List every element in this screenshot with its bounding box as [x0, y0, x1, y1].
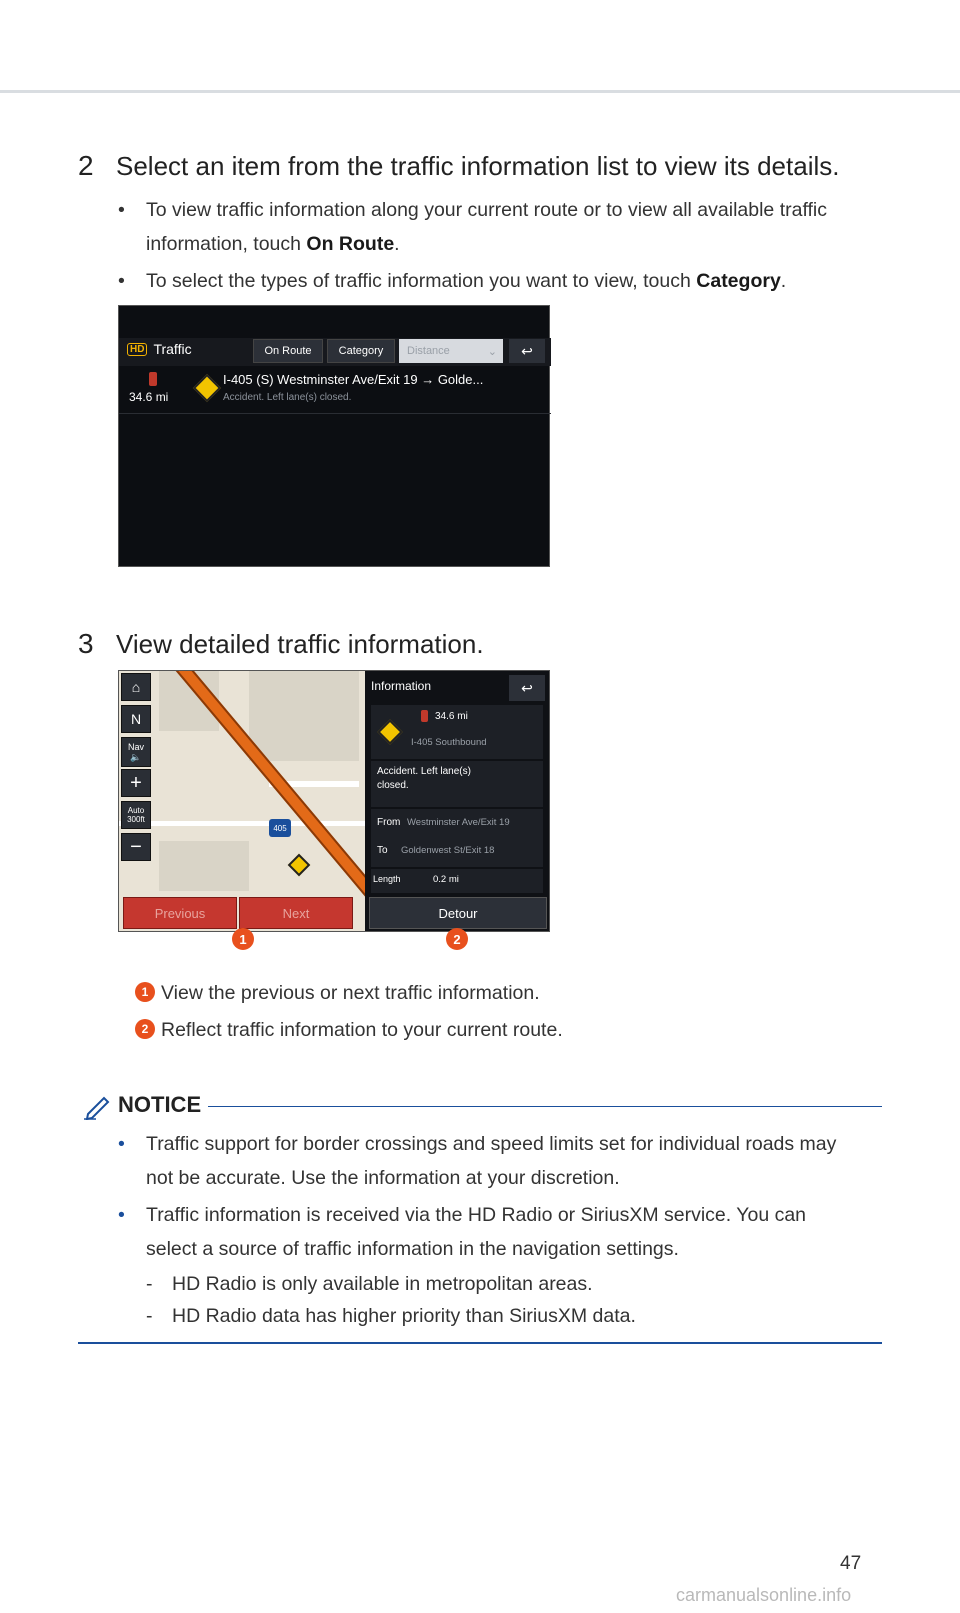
information-panel: [365, 671, 550, 932]
item-description: Accident. Left lane(s) closed.: [223, 392, 352, 403]
nav-volume-button[interactable]: [121, 737, 151, 767]
category-term: Category: [696, 270, 781, 292]
scale-label: 300ft: [127, 815, 145, 824]
traffic-light-icon: [421, 710, 428, 722]
event-road: I-405 Southbound: [411, 737, 487, 748]
item-road: I-405 (S) Westminster Ave/Exit 19 → Golde...: [223, 372, 484, 387]
length-label: Length: [373, 874, 401, 884]
callout-1-marker: 1: [135, 982, 155, 1002]
nav-label: Nav: [127, 741, 144, 752]
category-button[interactable]: Category: [327, 339, 395, 363]
on-route-term: On Route: [306, 233, 395, 255]
event-description-box: [371, 761, 543, 807]
notice-text: Traffic information is received via the HD Radio or SiriusXM service. You can: [146, 1204, 807, 1226]
traffic-title-text: Traffic: [153, 341, 192, 357]
event-location-box: [371, 809, 543, 867]
to-value: Goldenwest St/Exit 18: [401, 845, 495, 856]
map-view[interactable]: [119, 671, 365, 932]
step-number: 3: [78, 628, 94, 659]
step-3-heading: [78, 628, 484, 660]
map-road: [119, 821, 365, 826]
notice-bottom-rule: [78, 1342, 882, 1344]
auto-label: Auto: [127, 806, 145, 815]
speaker-icon: 🔈: [130, 751, 142, 762]
notice-text: select a source of traffic information in the navigation settings.: [146, 1238, 679, 1260]
step-text: View detailed traffic information.: [116, 629, 484, 659]
information-title: Information: [371, 679, 432, 693]
traffic-detail-screenshot: [118, 670, 550, 932]
previous-button[interactable]: Previous: [123, 897, 237, 929]
traffic-list-screenshot: [118, 305, 550, 567]
notice-text: Traffic support for border crossings and speed limits set for individual roads may: [146, 1133, 837, 1155]
top-rule: [0, 90, 960, 93]
notice-sub-text: HD Radio data has higher priority than SiriusXM data.: [172, 1305, 636, 1327]
next-button[interactable]: Next: [239, 897, 353, 929]
legend-text: Reflect traffic information to your current route.: [161, 1019, 563, 1041]
bullet-category: • To select the types of traffic information you want to view, touch Category.: [118, 270, 787, 292]
traffic-title: [127, 341, 192, 357]
distance-dropdown-label: Distance: [407, 345, 450, 357]
back-button[interactable]: ↩: [509, 675, 545, 701]
map-block: [159, 841, 249, 891]
step-text: Select an item from the traffic information list to view its details.: [116, 151, 840, 181]
traffic-light-icon: [149, 372, 157, 386]
map-block: [249, 671, 359, 761]
auto-scale-button[interactable]: [121, 801, 151, 829]
interstate-shield-icon: 405: [269, 819, 291, 837]
callout-2: 2: [446, 928, 468, 950]
notice-sub-text: HD Radio is only available in metropolitan areas.: [172, 1273, 593, 1295]
from-value: Westminster Ave/Exit 19: [407, 817, 510, 828]
zoom-in-button[interactable]: +: [121, 769, 151, 797]
event-distance: 34.6 mi: [435, 711, 468, 722]
bullet-on-route: • To view traffic information along your current route or to view all available traffic information, touch On Route.: [118, 199, 828, 255]
notice-rule: [208, 1106, 882, 1107]
notice-sub-1: - HD Radio is only available in metropolitan areas.: [146, 1273, 593, 1295]
bullet-text: To view traffic information along your current route or to view all available traffic: [146, 199, 828, 221]
event-summary-box: [371, 705, 543, 759]
bullet-text: information, touch: [146, 233, 307, 255]
pencil-icon: [82, 1090, 112, 1120]
notice-bullet-2: • Traffic information is received via the HD Radio or SiriusXM service. You can select a source of traffic information in the navigation settings.: [118, 1204, 807, 1260]
zoom-out-button[interactable]: −: [121, 833, 151, 861]
chevron-down-icon: ⌄: [487, 345, 497, 358]
watermark: carmanualsonline.info: [676, 1585, 852, 1605]
page-number: 47: [840, 1553, 862, 1574]
legend-item-2: [135, 1019, 563, 1042]
accident-warning-icon: [193, 374, 221, 402]
on-route-button[interactable]: On Route: [253, 339, 323, 363]
notice-title: NOTICE: [118, 1092, 202, 1117]
legend-item-1: [135, 982, 540, 1005]
notice-sub-2: - HD Radio data has higher priority than SiriusXM data.: [146, 1305, 636, 1327]
detour-button[interactable]: Detour: [369, 897, 547, 929]
event-length-box: [371, 869, 543, 893]
notice-bullet-1: • Traffic support for border crossings and speed limits set for individual roads may not be accurate. Use the information at your discretion.: [118, 1133, 837, 1189]
from-label: From: [377, 817, 401, 828]
distance-dropdown[interactable]: [399, 339, 503, 363]
length-value: 0.2 mi: [433, 874, 459, 885]
bullet-text: To select the types of traffic information you want to view, touch: [146, 270, 697, 292]
traffic-list-item[interactable]: [119, 368, 551, 414]
step-2-heading: [78, 150, 839, 182]
compass-icon[interactable]: N: [121, 705, 151, 733]
accident-warning-icon: [377, 719, 402, 744]
back-button[interactable]: ↩: [509, 339, 545, 363]
accident-warning-icon: [288, 854, 311, 877]
home-icon[interactable]: ⌂: [121, 673, 151, 701]
legend-text: View the previous or next traffic information.: [161, 982, 540, 1004]
event-description: Accident. Left lane(s) closed.: [377, 766, 471, 791]
hd-radio-icon: HD: [127, 343, 147, 356]
callout-2-marker: 2: [135, 1019, 155, 1039]
to-label: To: [377, 845, 388, 856]
step-number: 2: [78, 150, 94, 181]
notice-text: not be accurate. Use the information at your discretion.: [146, 1167, 620, 1189]
callout-1: 1: [232, 928, 254, 950]
item-distance: 34.6 mi: [129, 390, 169, 404]
